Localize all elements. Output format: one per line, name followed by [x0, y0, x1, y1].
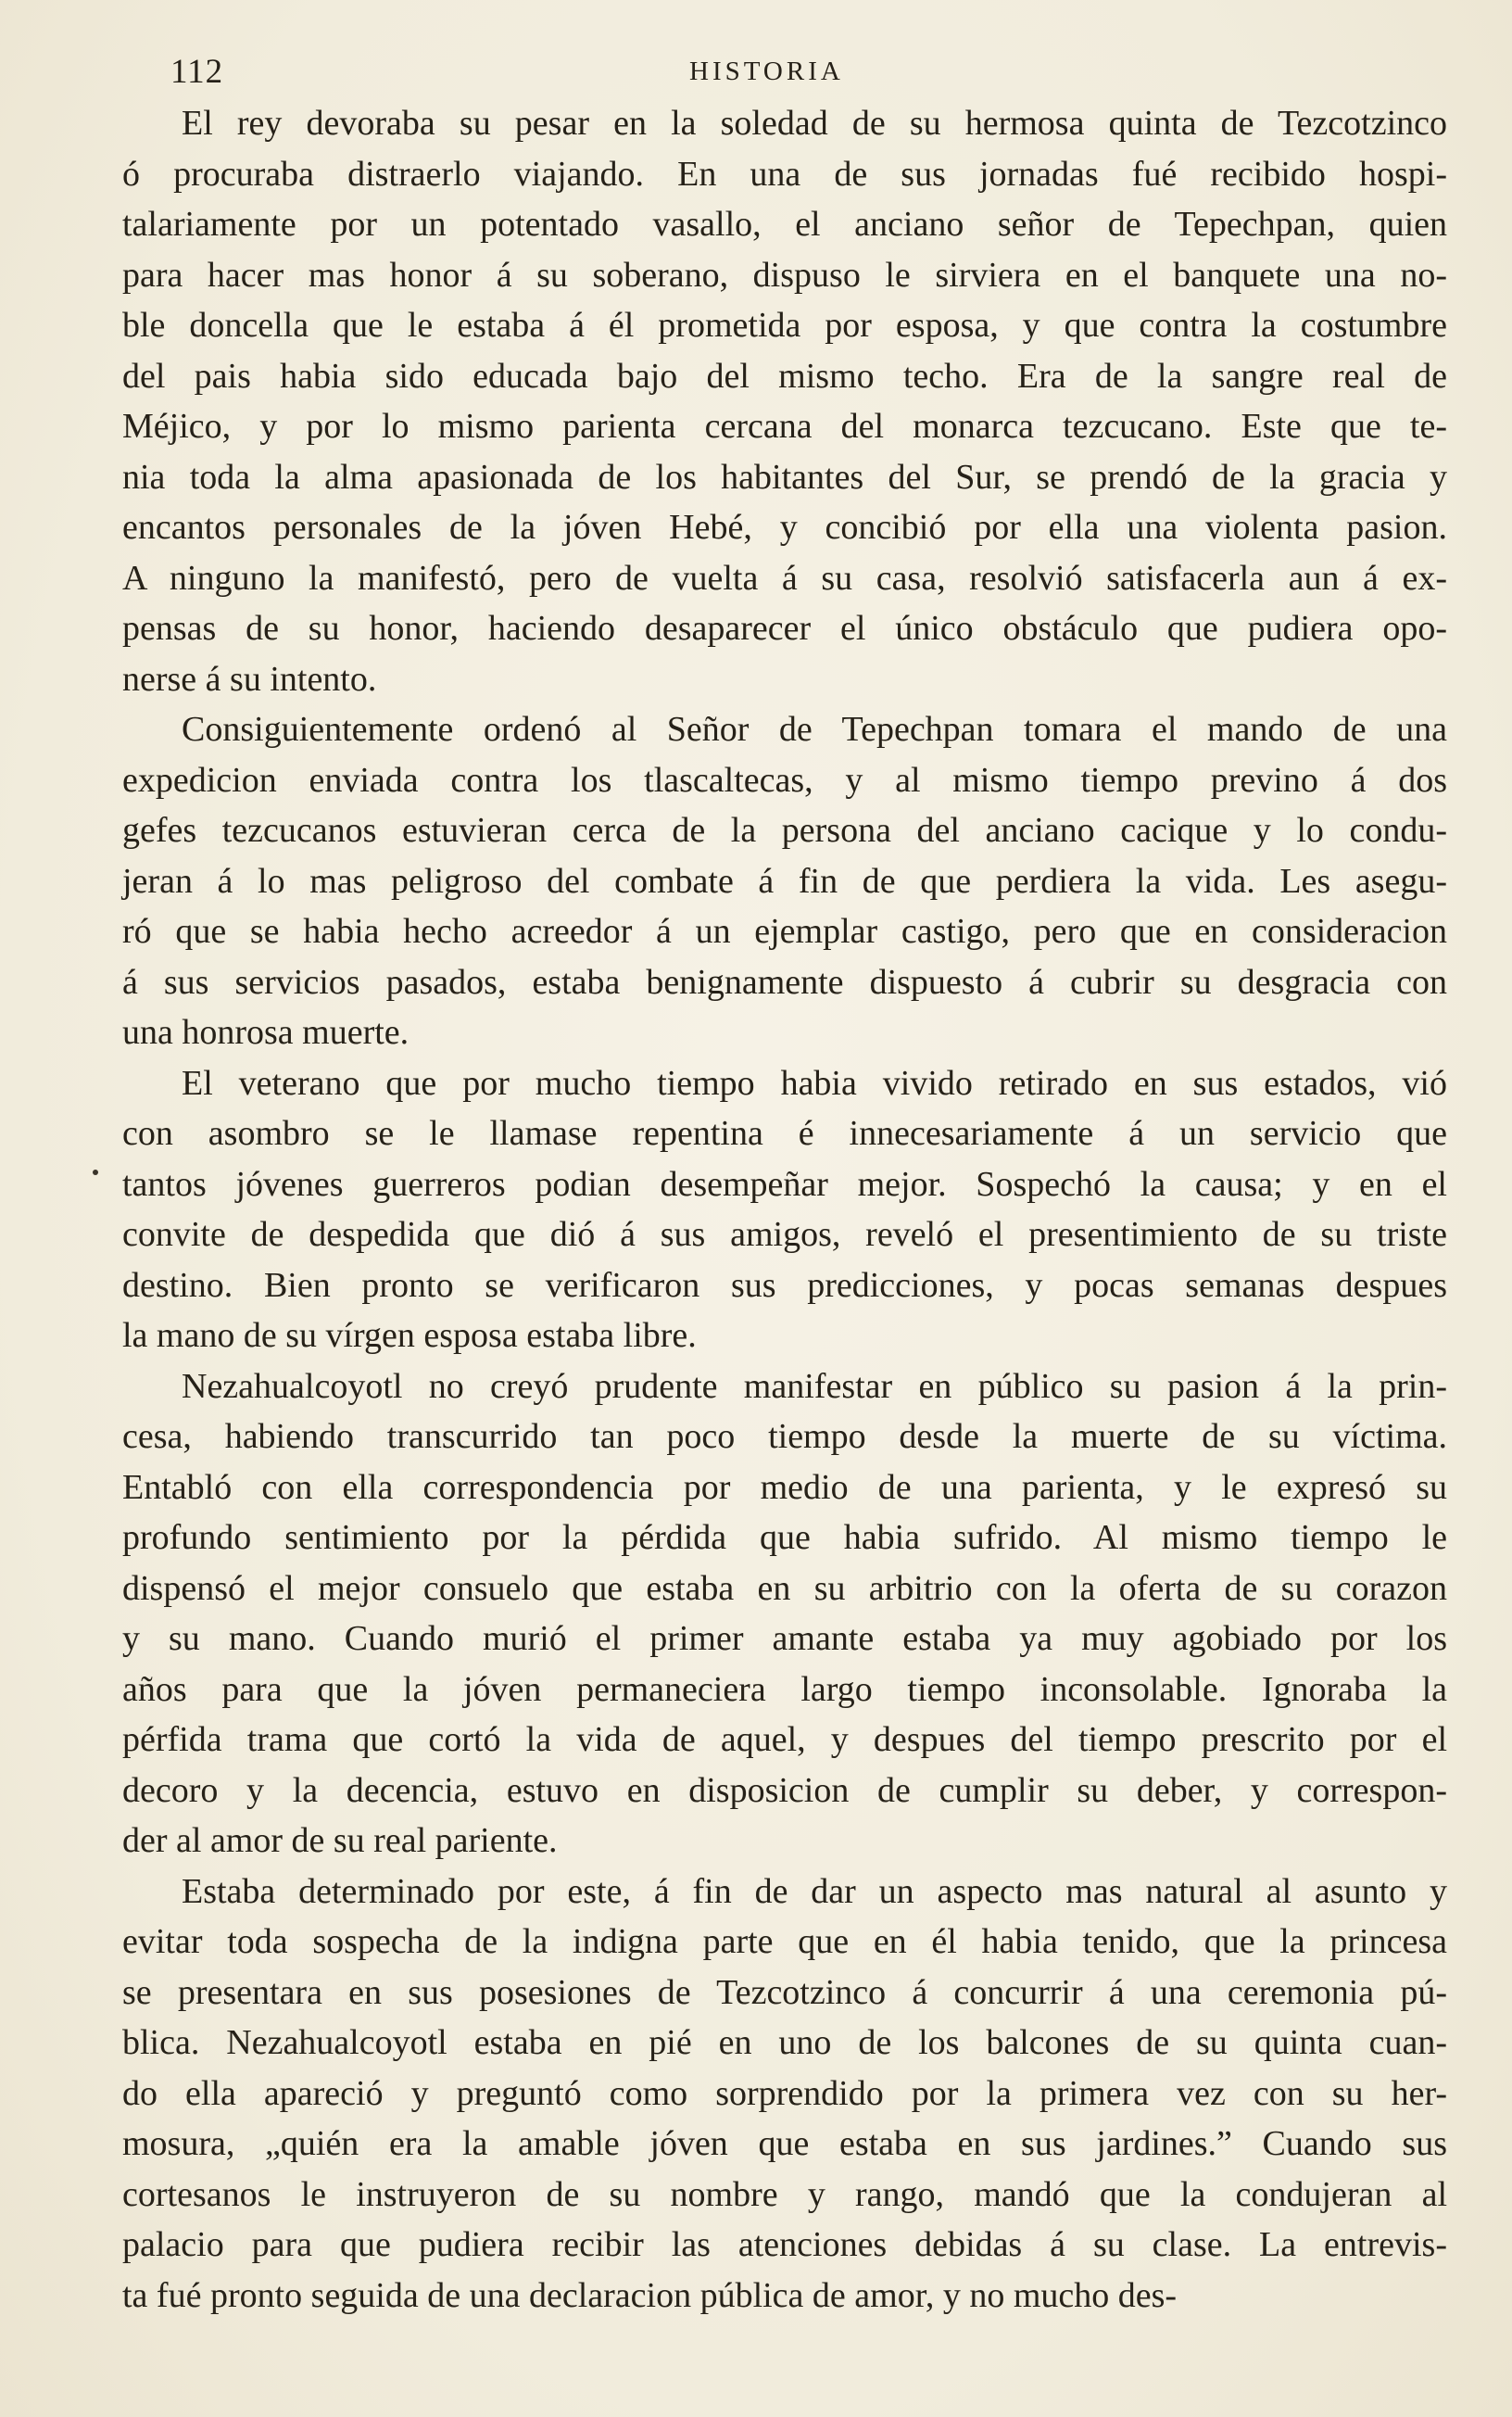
text-line: se presentara en sus posesiones de Tezcotzinco á concurrir á una ceremonia pú-	[122, 1972, 1447, 2012]
text-line: la mano de su vírgen esposa estaba libre.	[122, 1316, 697, 1355]
page-number: 112	[170, 53, 224, 91]
text-line: y su mano. Cuando murió el primer amante estaba ya muy agobiado por los	[122, 1619, 1447, 1658]
text-line: profundo sentimiento por la pérdida que habia sufrido. Al mismo tiempo le	[122, 1518, 1447, 1557]
text-line: evitar toda sospecha de la indigna parte que en él habia tenido, que la princesa	[122, 1922, 1447, 1961]
paragraph	[122, 98, 1447, 704]
text-line: convite de despedida que dió á sus amigos, reveló el presentimiento de su triste	[122, 1215, 1447, 1254]
text-line: del pais habia sido educada bajo del mismo techo. Era de la sangre real de	[122, 356, 1447, 396]
text-line: pensas de su honor, haciendo desaparecer el único obstáculo que pudiera opo-	[122, 609, 1447, 648]
text-line: jeran á lo mas peligroso del combate á fin de que perdiera la vida. Les asegu-	[122, 861, 1447, 901]
text-line: A ninguno la manifestó, pero de vuelta á su casa, resolvió satisfacerla aun á ex-	[122, 558, 1447, 598]
text-line: pérfida trama que cortó la vida de aquel, y despues del tiempo prescrito por el	[122, 1720, 1447, 1759]
paragraph	[122, 1058, 1447, 1361]
text-line: der al amor de su real pariente.	[122, 1821, 558, 1860]
text-line: ó procuraba distraerlo viajando. En una de sus jornadas fué recibido hospi-	[122, 154, 1447, 194]
paragraph	[122, 1361, 1447, 1867]
text-line: nia toda la alma apasionada de los habitantes del Sur, se prendó de la gracia y	[122, 457, 1447, 497]
text-line: Entabló con ella correspondencia por medio de una parienta, y le expresó su	[122, 1467, 1447, 1507]
text-line: gefes tezcucanos estuvieran cerca de la persona del anciano cacique y lo condu-	[122, 811, 1447, 850]
text-line: Estaba determinado por este, á fin de dar un aspecto mas natural al asunto y	[182, 1871, 1447, 1911]
text-line: ble doncella que le estaba á él prometida por esposa, y que contra la costumbre	[122, 306, 1447, 345]
text-line: para hacer mas honor á su soberano, dispuso le sirviera en el banquete una no-	[122, 255, 1447, 295]
text-line: cesa, habiendo transcurrido tan poco tiempo desde la muerte de su víctima.	[122, 1417, 1447, 1456]
margin-mark	[93, 1170, 98, 1175]
text-line: á sus servicios pasados, estaba benignamente dispuesto á cubrir su desgracia con	[122, 962, 1447, 1002]
paragraph	[122, 704, 1447, 1058]
text-line: encantos personales de la jóven Hebé, y concibió por ella una violenta pasion.	[122, 508, 1447, 547]
text-line: ró que se habia hecho acreedor á un ejemplar castigo, pero que en consideracion	[122, 912, 1447, 951]
body-text	[122, 98, 1447, 2321]
text-line: mosura, „quién era la amable jóven que estaba en sus jardines.” Cuando sus	[122, 2124, 1447, 2163]
text-line: con asombro se le llamase repentina é innecesariamente á un servicio que	[122, 1114, 1447, 1153]
text-line: do ella apareció y preguntó como sorprendido por la primera vez con su her-	[122, 2073, 1447, 2113]
text-line: decoro y la decencia, estuvo en disposicion de cumplir su deber, y correspon-	[122, 1770, 1447, 1810]
text-line: cortesanos le instruyeron de su nombre y rango, mandó que la condujeran al	[122, 2174, 1447, 2214]
text-line: expedicion enviada contra los tlascaltecas, y al mismo tiempo previno á dos	[122, 760, 1447, 800]
text-line: Méjico, y por lo mismo parienta cercana del monarca tezcucano. Este que te-	[122, 407, 1447, 446]
text-line: una honrosa muerte.	[122, 1013, 410, 1052]
text-line: años para que la jóven permaneciera largo tiempo inconsolable. Ignoraba la	[122, 1669, 1447, 1709]
running-head: HISTORIA	[689, 57, 844, 86]
text-line: Nezahualcoyotl no creyó prudente manifestar en público su pasion á la prin-	[182, 1366, 1447, 1406]
text-line: dispensó el mejor consuelo que estaba en su arbitrio con la oferta de su corazon	[122, 1568, 1447, 1608]
text-line: talariamente por un potentado vasallo, el anciano señor de Tepechpan, quien	[122, 205, 1447, 244]
text-line: ta fué pronto seguida de una declaracion pública de amor, y no mucho des-	[122, 2275, 1178, 2315]
paragraph	[122, 1867, 1447, 2322]
text-line: El rey devoraba su pesar en la soledad de su hermosa quinta de Tezcotzinco	[182, 104, 1447, 143]
text-line: destino. Bien pronto se verificaron sus predicciones, y pocas semanas despues	[122, 1265, 1447, 1305]
page-header	[122, 52, 1447, 96]
text-line: nerse á su intento.	[122, 659, 377, 699]
text-line: palacio para que pudiera recibir las atenciones debidas á su clase. La entrevis-	[122, 2225, 1447, 2264]
text-line: blica. Nezahualcoyotl estaba en pié en uno de los balcones de su quinta cuan-	[122, 2023, 1447, 2062]
text-line: tantos jóvenes guerreros podian desempeñar mejor. Sospechó la causa; y en el	[122, 1164, 1447, 1204]
text-line: Consiguientemente ordenó al Señor de Tepechpan tomara el mando de una	[182, 710, 1447, 749]
text-line: El veterano que por mucho tiempo habia vivido retirado en sus estados, vió	[182, 1063, 1447, 1103]
